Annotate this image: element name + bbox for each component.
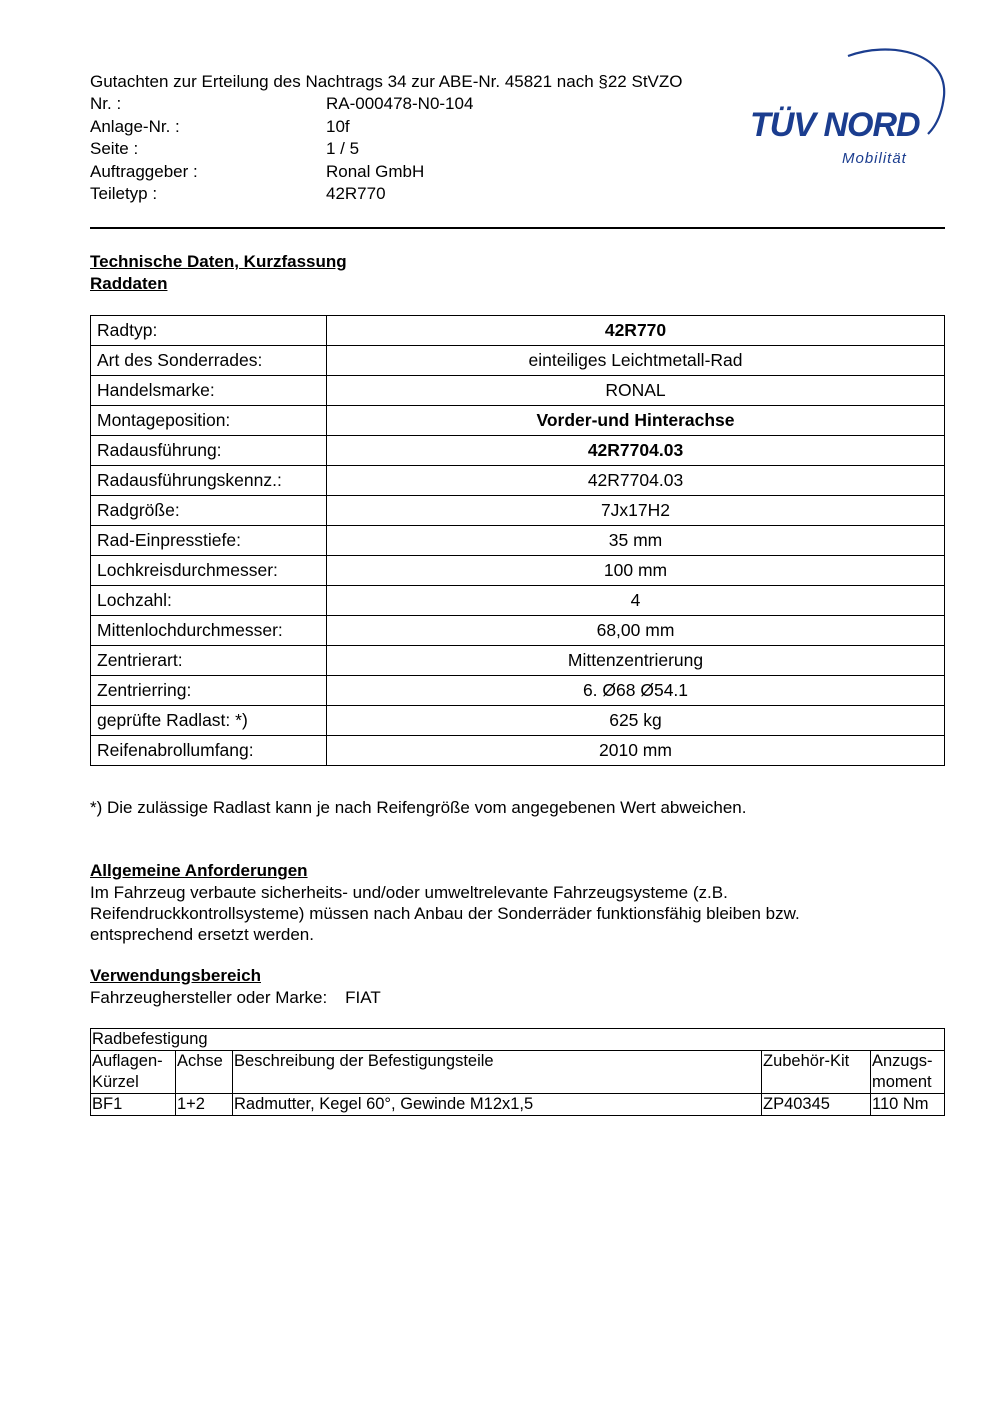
wheel-data-label: Montageposition:: [91, 406, 327, 436]
wheel-data-value: 42R7704.03: [327, 466, 945, 496]
wheel-data-label: geprüfte Radlast: *): [91, 706, 327, 736]
meta-value: 1 / 5: [326, 139, 360, 158]
meta-value: 10f: [326, 116, 350, 136]
wheel-data-row: [91, 526, 945, 556]
meta-label: Nr. :: [90, 94, 122, 113]
requirements-line: entsprechend ersetzt werden.: [90, 925, 314, 944]
wheel-data-label: Lochzahl:: [91, 586, 327, 616]
meta-label: Teiletyp :: [90, 184, 158, 203]
wheel-data-row: [91, 616, 945, 646]
tuv-nord-logo: [748, 46, 948, 170]
wheel-data-label: Lochkreisdurchmesser:: [91, 556, 327, 586]
wheel-data-label: Mittenlochdurchmesser:: [91, 616, 327, 646]
meta-label: Seite :: [90, 139, 139, 158]
wheel-data-value: 625 kg: [327, 706, 945, 736]
section-heading-usage: Verwendungsbereich: [90, 966, 261, 985]
wheel-data-label: Handelsmarke:: [91, 376, 327, 406]
header-code: Auflagen- Kürzel: [91, 1051, 176, 1094]
wheel-data-value: 35 mm: [327, 526, 945, 556]
wheel-data-row: [91, 316, 945, 346]
wheel-data-label: Radgröße:: [91, 496, 327, 526]
manufacturer-label: Fahrzeughersteller oder Marke:: [90, 988, 328, 1007]
logo-brand-text: TÜV NORD: [750, 106, 920, 144]
fixing-header-row: [91, 1051, 945, 1094]
manufacturer-row: [90, 987, 381, 1009]
section-heading-technical: Technische Daten, Kurzfassung: [90, 252, 347, 271]
header-description: Beschreibung der Befestigungsteile: [233, 1051, 762, 1094]
header-divider: [90, 227, 945, 229]
fixing-data-row: [91, 1094, 945, 1116]
wheel-data-row: [91, 676, 945, 706]
meta-label: Anlage-Nr. :: [90, 116, 180, 136]
wheel-data-value: 4: [327, 586, 945, 616]
wheel-data-row: [91, 346, 945, 376]
wheel-data-label: Radausführungskennz.:: [91, 466, 327, 496]
wheel-data-label: Art des Sonderrades:: [91, 346, 327, 376]
meta-row: [90, 116, 750, 139]
wheel-data-row: [91, 436, 945, 466]
wheel-data-value: 6. Ø68 Ø54.1: [327, 676, 945, 706]
meta-label: Auftraggeber :: [90, 161, 198, 181]
technical-section-headings: [90, 251, 347, 295]
section-heading-wheel-data: Raddaten: [90, 274, 168, 293]
wheel-data-label: Zentrierart:: [91, 646, 327, 676]
wheel-data-row: [91, 556, 945, 586]
meta-row: [90, 93, 750, 116]
header-kit: Zubehör-Kit: [762, 1051, 871, 1094]
document-title: Gutachten zur Erteilung des Nachtrags 34 zur ABE-Nr. 45821 nach §22 StVZO: [90, 72, 683, 91]
wheel-data-value: 42R7704.03: [327, 436, 945, 466]
wheel-data-value: Vorder-und Hinterachse: [327, 406, 945, 436]
wheel-data-value: einteiliges Leichtmetall-Rad: [327, 346, 945, 376]
wheel-data-value: 7Jx17H2: [327, 496, 945, 526]
wheel-fixing-table: [90, 1028, 945, 1116]
wheel-data-table: [90, 315, 945, 766]
wheel-data-value: 68,00 mm: [327, 616, 945, 646]
logo-sub-text: Mobilität: [842, 150, 907, 167]
wheel-data-row: [91, 376, 945, 406]
wheel-data-value: 2010 mm: [327, 736, 945, 766]
header-torque: Anzugs- moment: [871, 1051, 945, 1094]
fixing-title-row: [91, 1029, 945, 1051]
meta-row: [90, 161, 750, 184]
meta-row: [90, 183, 750, 206]
wheel-data-row: [91, 646, 945, 676]
cell-description: Radmutter, Kegel 60°, Gewinde M12x1,5: [233, 1094, 762, 1116]
wheel-data-value: Mittenzentrierung: [327, 646, 945, 676]
wheel-data-row: [91, 586, 945, 616]
cell-kit: ZP40345: [762, 1094, 871, 1116]
manufacturer-value: FIAT: [345, 988, 381, 1007]
cell-axle: 1+2: [176, 1094, 233, 1116]
wheel-data-value: 42R770: [327, 316, 945, 346]
requirements-line: Im Fahrzeug verbaute sicherheits- und/oder umweltrelevante Fahrzeugsysteme (z.B.: [90, 883, 728, 902]
header-meta: [90, 93, 750, 206]
meta-value: RA-000478-N0-104: [326, 94, 474, 113]
wheel-data-label: Rad-Einpresstiefe:: [91, 526, 327, 556]
section-heading-requirements: Allgemeine Anforderungen: [90, 861, 308, 880]
meta-value: Ronal GmbH: [326, 161, 425, 181]
requirements-line: Reifendruckkontrollsysteme) müssen nach Anbau der Sonderräder funktionsfähig bleiben bzw.: [90, 904, 800, 923]
cell-torque: 110 Nm: [871, 1094, 945, 1116]
document-header: [90, 71, 750, 206]
wheel-data-label: Zentrierring:: [91, 676, 327, 706]
wheel-data-label: Reifenabrollumfang:: [91, 736, 327, 766]
meta-row: [90, 138, 750, 161]
wheel-data-label: Radausführung:: [91, 436, 327, 466]
wheel-data-row: [91, 736, 945, 766]
header-axle: Achse: [176, 1051, 233, 1094]
wheel-load-footnote: *) Die zulässige Radlast kann je nach Reifengröße vom angegebenen Wert abweichen.: [90, 798, 747, 817]
wheel-data-value: RONAL: [327, 376, 945, 406]
wheel-data-value: 100 mm: [327, 556, 945, 586]
wheel-data-row: [91, 466, 945, 496]
meta-value: 42R770: [326, 184, 386, 203]
wheel-data-row: [91, 706, 945, 736]
fixing-title: Radbefestigung: [91, 1029, 945, 1051]
cell-code: BF1: [91, 1094, 176, 1116]
usage-section: [90, 965, 381, 1009]
wheel-data-row: [91, 496, 945, 526]
wheel-data-label: Radtyp:: [91, 316, 327, 346]
wheel-data-row: [91, 406, 945, 436]
requirements-section: [90, 860, 950, 945]
